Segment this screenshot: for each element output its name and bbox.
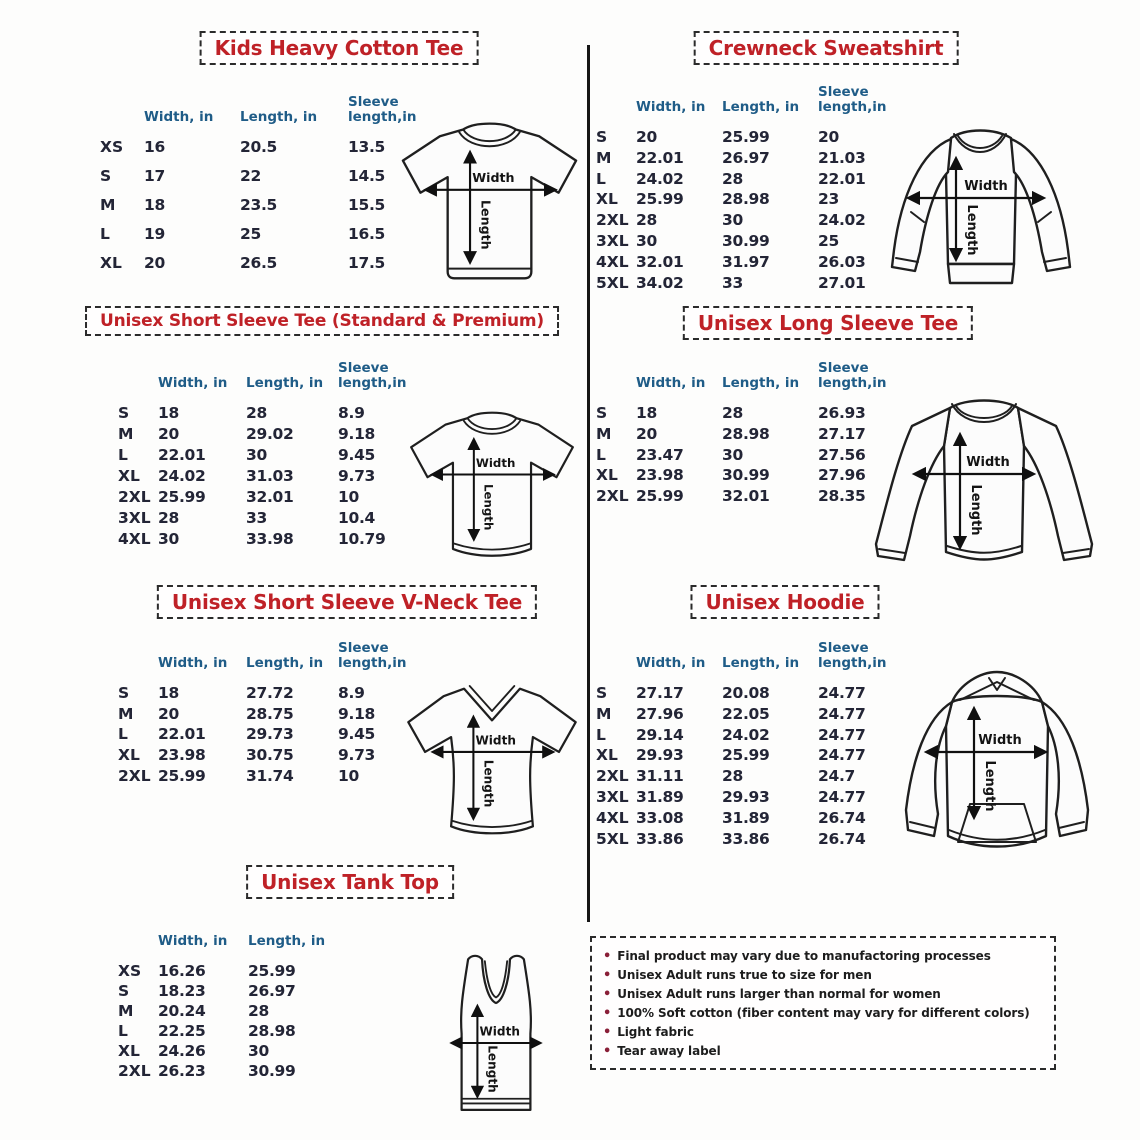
length-arrow-label: Length <box>478 199 494 250</box>
hoodie-size-table <box>596 632 902 850</box>
size-label: XL <box>118 1042 140 1060</box>
size-label: 3XL <box>118 509 151 527</box>
size-label: S <box>596 128 608 146</box>
cell-value: 28 <box>722 767 743 786</box>
width-arrow-label: Width <box>475 733 516 748</box>
cell-value: 29.73 <box>246 725 294 744</box>
cell-value: 32.01 <box>246 488 294 506</box>
size-label: M <box>118 1002 134 1020</box>
length-arrow-label: Length <box>485 1045 500 1093</box>
hoodie-right-sleeve <box>1042 702 1088 836</box>
cell-value: 30 <box>722 211 743 230</box>
cell-value: 28 <box>246 404 267 422</box>
tee-body <box>944 401 1024 560</box>
cell-value: 20.08 <box>722 684 770 702</box>
cell-value: 28 <box>722 169 743 188</box>
column-header: Width, in <box>636 374 706 391</box>
cell-value: 14.5 <box>348 167 386 185</box>
size-label: 2XL <box>596 767 629 786</box>
column-header: Length, in <box>240 108 318 125</box>
cell-value: 18 <box>636 404 657 422</box>
cell-value: 31.74 <box>246 766 294 785</box>
cell-value: 24.26 <box>158 1042 206 1060</box>
size-label: XL <box>118 746 140 765</box>
cell-value: 20.5 <box>240 138 278 156</box>
column-header: Length, in <box>722 98 800 115</box>
cell-value: 24.77 <box>818 787 866 806</box>
note-item <box>601 966 1045 985</box>
column-header: Width, in <box>158 932 228 949</box>
cell-value: 10.4 <box>338 509 376 527</box>
cell-value: 22.01 <box>818 169 866 188</box>
cell-value: 24.02 <box>636 169 684 188</box>
hoodie-left-sleeve <box>906 702 952 836</box>
size-label: 2XL <box>118 766 151 785</box>
table-corner <box>596 352 636 404</box>
width-arrow-label: Width <box>964 179 1008 194</box>
cell-value: 34.02 <box>636 273 684 292</box>
bullet-icon: • <box>603 968 612 983</box>
size-label: XS <box>100 138 124 156</box>
hoodie-illustration <box>876 660 1118 860</box>
long-sleeve-tee-illustration <box>860 386 1108 576</box>
size-label: L <box>596 445 606 464</box>
cell-value: 25.99 <box>722 128 770 146</box>
tee-right-sleeve <box>1018 408 1092 560</box>
size-label: 5XL <box>596 829 629 848</box>
size-label: S <box>118 982 130 1000</box>
tee-left-sleeve <box>876 408 950 560</box>
length-arrow-label: Length <box>964 204 979 256</box>
note-text: Tear away label <box>617 1044 721 1058</box>
width-arrow-label: Width <box>978 733 1022 748</box>
v-neck-tee-illustration <box>398 672 586 844</box>
cell-value: 17 <box>144 167 165 185</box>
bullet-icon: • <box>603 987 612 1002</box>
size-label: 2XL <box>118 1062 151 1080</box>
cell-value: 23.98 <box>158 746 206 765</box>
cell-value: 33.08 <box>636 808 684 827</box>
size-label: S <box>100 167 112 185</box>
bullet-icon: • <box>603 949 612 964</box>
size-label: XS <box>118 962 142 980</box>
size-label: 4XL <box>596 252 629 271</box>
cell-value: 25.99 <box>158 488 206 506</box>
size-label: 2XL <box>596 487 629 506</box>
cell-value: 30 <box>636 231 657 250</box>
size-label: 2XL <box>596 211 629 230</box>
size-label: 3XL <box>596 231 629 250</box>
size-label: XL <box>118 467 140 485</box>
size-label: 5XL <box>596 273 629 292</box>
cell-value: 20 <box>158 704 179 723</box>
cell-value: 31.11 <box>636 767 684 786</box>
column-header: Length, in <box>246 654 324 671</box>
size-label: XL <box>596 746 618 765</box>
t-shirt-illustration <box>392 110 587 290</box>
note-text: Light fabric <box>617 1025 694 1039</box>
long-sleeve-tee-title: Unisex Long Sleeve Tee <box>683 306 973 340</box>
cell-value: 8.9 <box>338 404 365 422</box>
note-item <box>601 985 1045 1004</box>
cell-value: 26.74 <box>818 808 866 827</box>
cell-value: 10 <box>338 488 359 506</box>
cell-value: 25.99 <box>158 766 206 785</box>
cell-value: 28 <box>248 1002 269 1020</box>
cell-value: 24.77 <box>818 684 866 702</box>
crewneck-size-table <box>596 76 902 294</box>
crewneck-title: Crewneck Sweatshirt <box>694 31 959 65</box>
length-arrow-label: Length <box>968 484 983 536</box>
note-text: Final product may vary due to manufactoring processes <box>617 949 991 963</box>
cell-value: 22 <box>240 167 261 185</box>
size-label: M <box>118 425 134 443</box>
hoodie-title: Unisex Hoodie <box>690 585 879 619</box>
table-corner <box>596 632 636 684</box>
cell-value: 25.99 <box>636 487 684 506</box>
cell-value: 25 <box>818 231 839 250</box>
cell-value: 22.05 <box>722 704 770 723</box>
size-label: L <box>596 725 606 744</box>
cell-value: 9.18 <box>338 425 376 443</box>
kids-tee-title: Kids Heavy Cotton Tee <box>200 31 479 65</box>
cell-value: 18.23 <box>158 982 206 1000</box>
size-label: 3XL <box>596 787 629 806</box>
length-arrow-label: Length <box>481 759 496 808</box>
size-label: M <box>596 704 612 723</box>
short-sleeve-tee-title: Unisex Short Sleeve Tee (Standard & Premium) <box>85 306 559 336</box>
cell-value: 24.02 <box>158 467 206 485</box>
cell-value: 33.98 <box>246 530 294 548</box>
cell-value: 18 <box>144 196 165 214</box>
cell-value: 27.96 <box>636 704 684 723</box>
sweatshirt-left-sleeve <box>892 139 951 271</box>
cell-value: 24.77 <box>818 746 866 765</box>
cell-value: 30.99 <box>722 466 770 485</box>
cell-value: 27.17 <box>818 424 866 443</box>
tank-top-size-table <box>118 912 358 1082</box>
crewneck-sweatshirt-illustration <box>866 112 1094 297</box>
cell-value: 28.98 <box>722 190 770 209</box>
cell-value: 28 <box>636 211 657 230</box>
bullet-icon: • <box>603 1044 612 1059</box>
size-label: 4XL <box>596 808 629 827</box>
cell-value: 18 <box>158 684 179 702</box>
cell-value: 27.96 <box>818 466 866 485</box>
table-corner <box>100 80 144 138</box>
cell-value: 24.77 <box>818 704 866 723</box>
size-label: S <box>596 684 608 702</box>
cell-value: 24.02 <box>818 211 866 230</box>
t-shirt-illustration <box>398 400 586 568</box>
column-header: Width, in <box>158 374 228 391</box>
note-item <box>601 1042 1045 1061</box>
cell-value: 27.01 <box>818 273 866 292</box>
cell-value: 15.5 <box>348 196 386 214</box>
cell-value: 24.7 <box>818 767 856 786</box>
size-label: XL <box>596 466 618 485</box>
cell-value: 10.79 <box>338 530 386 548</box>
cell-value: 23.47 <box>636 445 684 464</box>
sweatshirt-right-sleeve <box>1011 139 1070 271</box>
cell-value: 26.97 <box>248 982 296 1000</box>
size-label: S <box>596 404 608 422</box>
size-label: L <box>118 446 128 464</box>
tank-top-illustration <box>420 950 572 1122</box>
cell-value: 30 <box>246 446 267 464</box>
cell-value: 28 <box>158 509 179 527</box>
size-label: S <box>118 404 130 422</box>
cell-value: 17.5 <box>348 254 386 272</box>
column-header: Sleeve length,in <box>338 639 407 671</box>
cell-value: 26.74 <box>818 829 866 848</box>
sweatshirt-waistband <box>948 264 1014 283</box>
bullet-icon: • <box>603 1025 612 1040</box>
column-divider-line <box>587 45 590 922</box>
cell-value: 21.03 <box>818 148 866 167</box>
cell-value: 22.01 <box>636 148 684 167</box>
cell-value: 25.99 <box>722 746 770 765</box>
cell-value: 20.24 <box>158 1002 206 1020</box>
size-label: 4XL <box>118 530 151 548</box>
cell-value: 9.18 <box>338 704 376 723</box>
width-arrow-label: Width <box>475 456 516 471</box>
length-arrow-label: Length <box>481 483 496 531</box>
column-header: Width, in <box>636 654 706 671</box>
cell-value: 26.03 <box>818 252 866 271</box>
cell-value: 27.72 <box>246 684 294 702</box>
cell-value: 32.01 <box>722 487 770 506</box>
cell-value: 29.93 <box>636 746 684 765</box>
cell-value: 31.89 <box>636 787 684 806</box>
cell-value: 28 <box>722 404 743 422</box>
cell-value: 23.98 <box>636 466 684 485</box>
cell-value: 22.01 <box>158 446 206 464</box>
cell-value: 26.93 <box>818 404 866 422</box>
column-header: Sleeve length,in <box>818 359 887 391</box>
width-arrow-label: Width <box>479 1024 520 1039</box>
cell-value: 27.17 <box>636 684 684 702</box>
cell-value: 33.86 <box>636 829 684 848</box>
size-label: L <box>100 225 110 243</box>
size-label: M <box>118 704 134 723</box>
cell-value: 20 <box>818 128 839 146</box>
v-neck-tee-size-table <box>118 632 424 787</box>
column-header: Sleeve length,in <box>818 83 887 115</box>
cell-value: 28.75 <box>246 704 294 723</box>
column-header: Sleeve length,in <box>338 359 407 391</box>
cell-value: 30.99 <box>248 1062 296 1080</box>
cell-value: 30 <box>248 1042 269 1060</box>
cell-value: 31.03 <box>246 467 294 485</box>
table-corner <box>118 352 158 404</box>
cell-value: 16 <box>144 138 165 156</box>
note-item <box>601 1004 1045 1023</box>
short-sleeve-tee-size-table <box>118 352 424 551</box>
size-label: M <box>596 148 612 167</box>
cell-value: 22.01 <box>158 725 206 744</box>
width-arrow-label: Width <box>472 170 515 185</box>
cell-value: 33 <box>722 273 743 292</box>
cell-value: 31.97 <box>722 252 770 271</box>
table-corner <box>596 76 636 128</box>
cell-value: 20 <box>636 424 657 443</box>
cell-value: 23.5 <box>240 196 278 214</box>
width-arrow-label: Width <box>966 455 1010 470</box>
column-header: Width, in <box>636 98 706 115</box>
cell-value: 29.14 <box>636 725 684 744</box>
tank-top-title: Unisex Tank Top <box>246 865 454 899</box>
size-label: XL <box>100 254 122 272</box>
cell-value: 20 <box>144 254 165 272</box>
column-header: Length, in <box>246 374 324 391</box>
column-header: Width, in <box>158 654 228 671</box>
note-text: Unisex Adult runs larger than normal for women <box>617 987 941 1001</box>
cell-value: 26.5 <box>240 254 278 272</box>
column-header: Length, in <box>248 932 326 949</box>
cell-value: 23 <box>818 190 839 209</box>
cell-value: 9.73 <box>338 467 376 485</box>
cell-value: 16.26 <box>158 962 206 980</box>
cell-value: 9.45 <box>338 725 376 744</box>
size-label: S <box>118 684 130 702</box>
column-header: Length, in <box>722 654 800 671</box>
cell-value: 33.86 <box>722 829 770 848</box>
cell-value: 25.99 <box>636 190 684 209</box>
size-label: L <box>118 1022 128 1040</box>
length-arrow-label: Length <box>982 760 997 812</box>
product-notes-box <box>590 936 1056 1070</box>
cell-value: 20 <box>636 128 657 146</box>
cell-value: 9.73 <box>338 746 376 765</box>
size-label: XL <box>596 190 618 209</box>
kids-tee-size-table <box>100 80 428 283</box>
cell-value: 26.23 <box>158 1062 206 1080</box>
cell-value: 13.5 <box>348 138 386 156</box>
cell-value: 19 <box>144 225 165 243</box>
v-neck-tee-title: Unisex Short Sleeve V-Neck Tee <box>157 585 537 619</box>
cell-value: 24.02 <box>722 725 770 744</box>
note-item <box>601 947 1045 966</box>
cell-value: 32.01 <box>636 252 684 271</box>
column-header: Sleeve length,in <box>348 93 417 125</box>
cell-value: 20 <box>158 425 179 443</box>
size-label: L <box>596 169 606 188</box>
cell-value: 26.97 <box>722 148 770 167</box>
table-corner <box>118 632 158 684</box>
cell-value: 10 <box>338 766 359 785</box>
cell-value: 9.45 <box>338 446 376 464</box>
cell-value: 29.02 <box>246 425 294 443</box>
cell-value: 30 <box>722 445 743 464</box>
cell-value: 28.35 <box>818 487 866 506</box>
cell-value: 30 <box>158 530 179 548</box>
cell-value: 33 <box>246 509 267 527</box>
cell-value: 30.75 <box>246 746 294 765</box>
cell-value: 24.77 <box>818 725 866 744</box>
size-label: M <box>100 196 116 214</box>
cell-value: 30.99 <box>722 231 770 250</box>
table-corner <box>118 912 158 962</box>
size-label: 2XL <box>118 488 151 506</box>
cell-value: 27.56 <box>818 445 866 464</box>
size-label: M <box>596 424 612 443</box>
cell-value: 31.89 <box>722 808 770 827</box>
cell-value: 29.93 <box>722 787 770 806</box>
column-header: Width, in <box>144 108 214 125</box>
cell-value: 22.25 <box>158 1022 206 1040</box>
note-item <box>601 1023 1045 1042</box>
bullet-icon: • <box>603 1006 612 1021</box>
column-header: Length, in <box>722 374 800 391</box>
cell-value: 18 <box>158 404 179 422</box>
note-text: 100% Soft cotton (fiber content may vary for different colors) <box>617 1006 1030 1020</box>
cell-value: 16.5 <box>348 225 386 243</box>
cell-value: 25.99 <box>248 962 296 980</box>
long-sleeve-tee-size-table <box>596 352 902 508</box>
size-label: L <box>118 725 128 744</box>
column-header: Sleeve length,in <box>818 639 887 671</box>
cell-value: 28.98 <box>248 1022 296 1040</box>
cell-value: 25 <box>240 225 261 243</box>
note-text: Unisex Adult runs true to size for men <box>617 968 872 982</box>
cell-value: 28.98 <box>722 424 770 443</box>
cell-value: 8.9 <box>338 684 365 702</box>
